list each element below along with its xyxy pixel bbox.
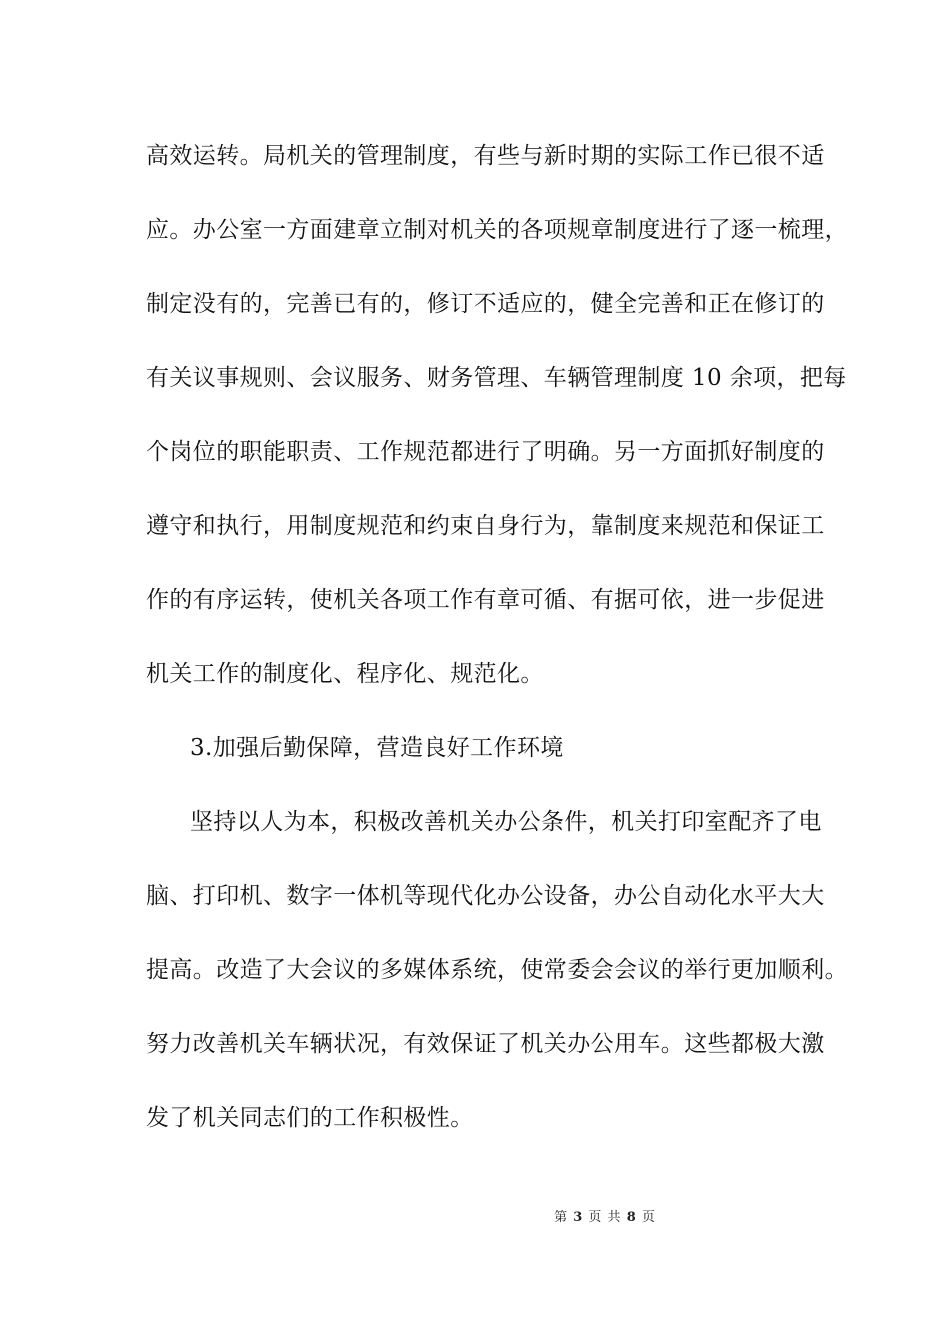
- body-line: 制定没有的，完善已有的，修订不适应的，健全完善和正在修订的: [146, 291, 825, 317]
- footer-middle: 页 共: [588, 1210, 622, 1225]
- body-line: 发了机关同志们的工作积极性。: [146, 1105, 474, 1131]
- body-line: 个岗位的职能职责、工作规范都进行了明确。另一方面抓好制度的: [146, 439, 825, 465]
- body-line: 努力改善机关车辆状况，有效保证了机关办公用车。这些都极大激: [146, 1031, 825, 1057]
- body-line: 有关议事规则、会议服务、财务管理、车辆管理制度 10 余项，把每: [146, 365, 847, 391]
- body-line: 应。办公室一方面建章立制对机关的各项规章制度进行了逐一梳理，: [146, 217, 848, 243]
- body-line: 作的有序运转，使机关各项工作有章可循、有据可依，进一步促进: [146, 587, 825, 613]
- paragraph-first-line: 坚持以人为本，积极改善机关办公条件，机关打印室配齐了电: [190, 809, 822, 835]
- footer-suffix: 页: [641, 1210, 656, 1225]
- body-line: 高效运转。局机关的管理制度，有些与新时期的实际工作已很不适: [146, 143, 825, 169]
- total-pages-number: 8: [626, 1210, 637, 1225]
- body-line: 机关工作的制度化、程序化、规范化。: [146, 661, 544, 687]
- page-footer: [0, 1206, 950, 1225]
- section-heading: 3.加强后勤保障，营造良好工作环境: [190, 735, 564, 761]
- body-line: 遵守和执行，用制度规范和约束自身行为，靠制度来规范和保证工: [146, 513, 825, 539]
- current-page-number: 3: [573, 1210, 584, 1225]
- footer-prefix: 第: [554, 1210, 569, 1225]
- body-line: 脑、打印机、数字一体机等现代化办公设备，办公自动化水平大大: [146, 883, 825, 909]
- body-line: 提高。改造了大会议的多媒体系统，使常委会会议的举行更加顺利。: [146, 957, 848, 983]
